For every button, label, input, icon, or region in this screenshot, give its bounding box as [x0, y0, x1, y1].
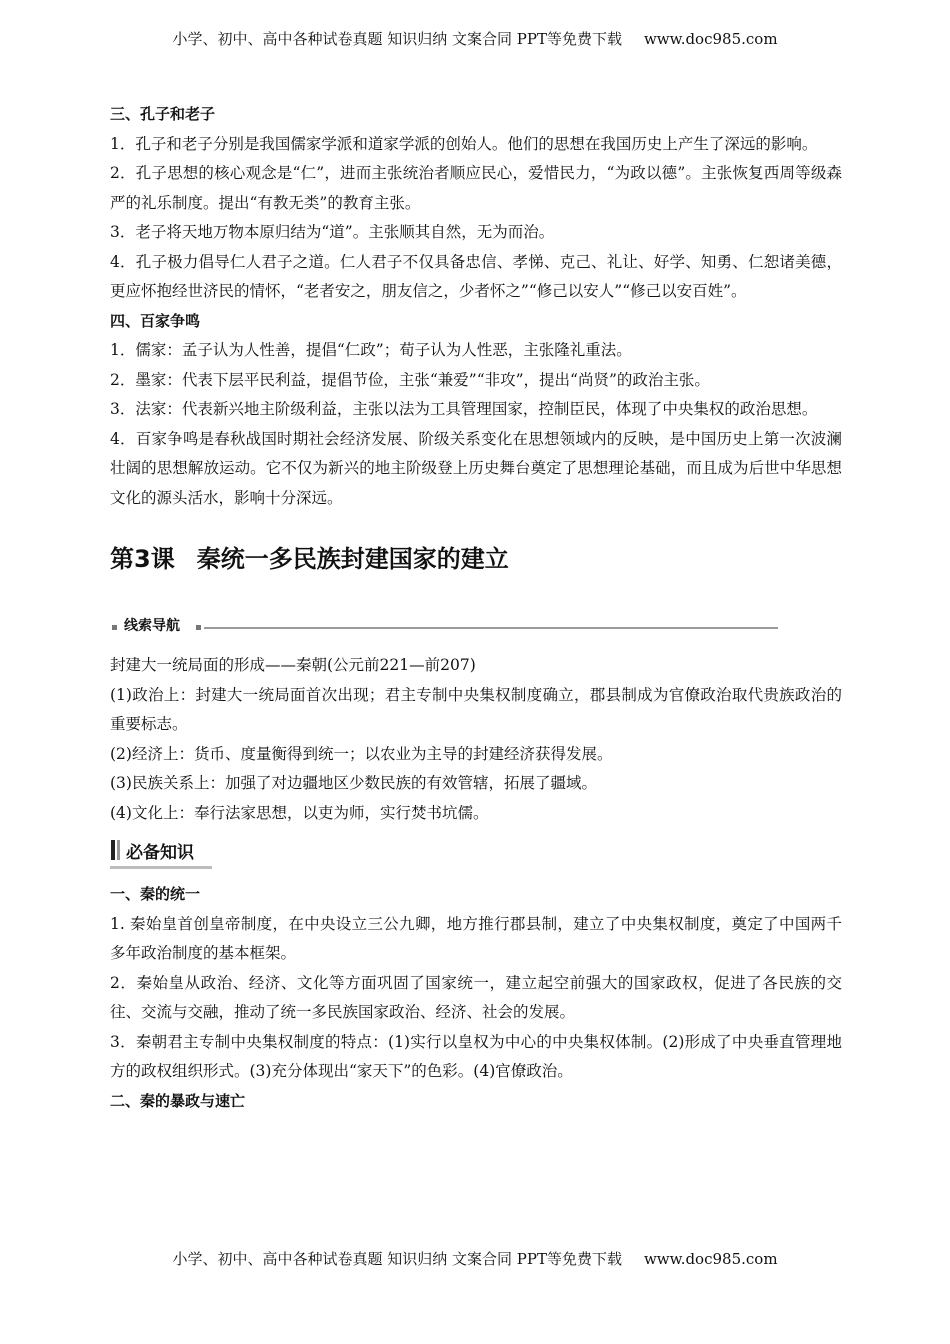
paragraph: 4．百家争鸣是春秋战国时期社会经济发展、阶级关系变化在思想领域内的反映，是中国历史上第一次波澜壮阔的思想解放运动。它不仅为新兴的地主阶级登上历史舞台奠定了思想理论基础，而且成为后世中华思想文化的源头活水，影响十分深远。: [110, 429, 842, 507]
square-bullet-icon: [196, 625, 201, 630]
page-content: [110, 100, 842, 1116]
heading-bar-icon: [117, 840, 120, 860]
header-site[interactable]: www.doc985.com: [643, 30, 778, 48]
essential-knowledge-heading: [110, 834, 842, 874]
paragraph: 1．孔子和老子分别是我国儒家学派和道家学派的创始人。他们的思想在我国历史上产生了深远的影响。: [110, 134, 818, 153]
footer-text: 小学、初中、高中各种试卷真题 知识归纳 文案合同 PPT等免费下载: [172, 1250, 622, 1268]
paragraph: 3．老子将天地万物本原归结为“道”。主张顺其自然，无为而治。: [110, 223, 555, 241]
divider-line: [204, 627, 778, 629]
paragraph: 4．孔子极力倡导仁人君子之道。仁人君子不仅具备忠信、孝悌、克己、礼让、好学、知勇、仁恕诸美德，更应怀抱经世济民的情怀，“老者安之，朋友信之，少者怀之”“修己以安人”“修己以安百姓”。: [110, 252, 842, 300]
lesson-number: 第3课: [110, 545, 175, 573]
section-heading-qin-unification: 一、秦的统一: [110, 885, 201, 903]
section-heading-qin-tyranny: 二、秦的暴政与速亡: [110, 1091, 246, 1110]
paragraph: (1)政治上：封建大一统局面首次出现；君主专制中央集权制度确立，郡县制成为官僚政治取代贵族政治的重要标志。: [110, 685, 842, 733]
heading-bar-icon: [111, 840, 115, 860]
paragraph: (4)文化上：奉行法家思想，以吏为师，实行焚书坑儒。: [110, 803, 489, 822]
paragraph: 3．法家：代表新兴地主阶级利益，主张以法为工具管理国家，控制臣民，体现了中央集权的政治思想。: [110, 400, 818, 418]
section-heading-hundred-schools: 四、百家争鸣: [110, 311, 201, 330]
paragraph: 封建大一统局面的形成——秦朝(公元前221—前207): [110, 656, 476, 674]
lesson-title: 秦统一多民族封建国家的建立: [196, 545, 509, 573]
heading-underline: [110, 866, 212, 869]
clue-nav-label: 线索导航: [124, 618, 180, 634]
paragraph: 1．儒家：孟子认为人性善，提倡“仁政”；荀子认为人性恶，主张隆礼重法。: [110, 341, 632, 359]
essential-knowledge-label: 必备知识: [126, 843, 194, 863]
page-footer: [0, 1248, 950, 1269]
paragraph: 1. 秦始皇首创皇帝制度，在中央设立三公九卿，地方推行郡县制，建立了中央集权制度，奠定了中国两千多年政治制度的基本框架。: [110, 914, 842, 962]
paragraph: 2．孔子思想的核心观念是“仁”，进而主张统治者顺应民心，爱惜民力，“为政以德”。主张恢复西周等级森严的礼乐制度。提出“有教无类”的教育主张。: [110, 164, 842, 212]
paragraph: 3．秦朝君主专制中央集权制度的特点：(1)实行以皇权为中心的中央集权体制。(2)形成了中央垂直管理地方的政权组织形式。(3)充分体现出“家天下”的色彩。(4)官僚政治。: [110, 1032, 842, 1080]
square-bullet-icon: [112, 625, 117, 630]
lesson-heading: [110, 533, 842, 585]
header-text: 小学、初中、高中各种试卷真题 知识归纳 文案合同 PPT等免费下载: [172, 30, 622, 48]
paragraph: 2．秦始皇从政治、经济、文化等方面巩固了国家统一，建立起空前强大的国家政权，促进了各民族的交往、交流与交融，推动了统一多民族国家政治、经济、社会的发展。: [110, 973, 842, 1021]
section-heading-confucius-laozi: 三、孔子和老子: [110, 105, 216, 123]
paragraph: 2．墨家：代表下层平民利益，提倡节俭，主张“兼爱”“非攻”，提出“尚贤”的政治主张。: [110, 370, 710, 389]
clue-nav-bar: [110, 609, 842, 645]
paragraph: (2)经济上：货币、度量衡得到统一；以农业为主导的封建经济获得发展。: [110, 744, 613, 763]
page-header: [0, 28, 950, 49]
footer-site[interactable]: www.doc985.com: [643, 1250, 778, 1268]
paragraph: (3)民族关系上：加强了对边疆地区少数民族的有效管辖，拓展了疆域。: [110, 774, 597, 792]
